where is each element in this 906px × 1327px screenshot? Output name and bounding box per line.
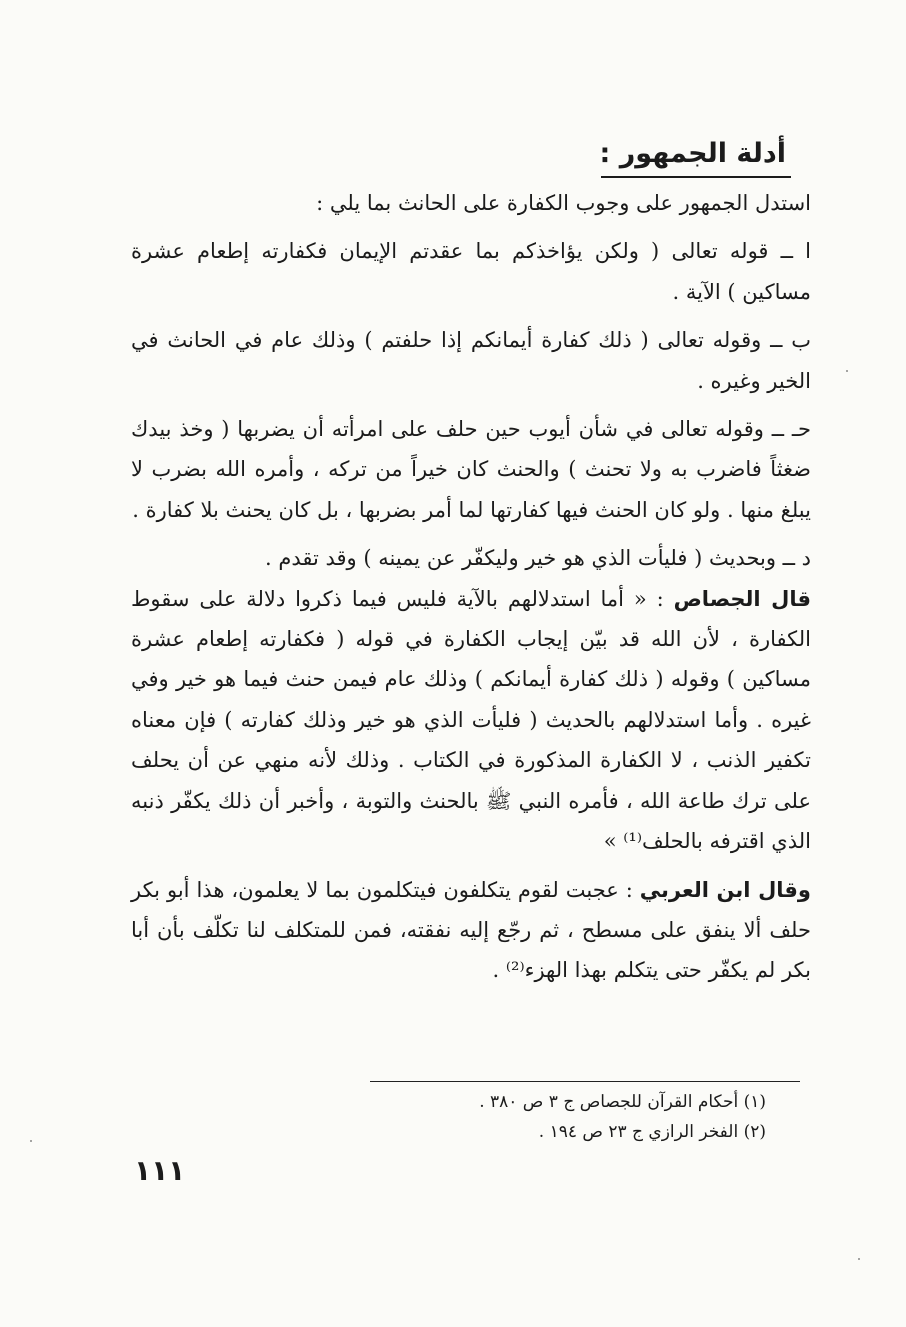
body-text: [131, 183, 811, 991]
intro-paragraph: استدل الجمهور على وجوب الكفارة على الحانث بما يلي :: [316, 191, 811, 215]
scan-speck: [846, 370, 848, 372]
page-number: ١١١: [134, 1154, 186, 1187]
ibn-arabi-speaker: وقال ابن العربي: [639, 877, 811, 902]
footnote-1: (١) أحكام القرآن للجصاص ج ٣ ص ٣٨٠ .: [479, 1092, 766, 1112]
section-heading: أدلة الجمهور :: [599, 138, 786, 169]
footnote-2: (٢) الفخر الرازي ج ٢٣ ص ١٩٤ .: [538, 1122, 766, 1142]
ibn-arabi-paragraph: [131, 870, 811, 991]
jassas-quote: : « أما استدلالهم بالآية فليس فيما ذكروا دلالة على سقوط الكفارة ، لأن الله قد بيّن إيجاب الكفارة في قوله ( فكفارته إطعام عشرة مساكين ) وقوله ( ذلك كفارة أيمانكم ) وذلك عام فيمن حنث فيما هو خير وفي غيره . وأما استدلالهم بالحديث ( فليأت الذي هو خير وذلك كفارته ) فإن معناه تكفير الذنب ، لا الكفارة المذكورة في الكتاب . وذلك لأنه منهي عن أن يحلف على ترك طاعة الله ، فأمره النبي ﷺ بالحنث والتوبة ، وأخبر أن ذلك يكفّر ذنبه الذي اقترفه بالحلف⁽¹⁾ »: [131, 586, 811, 854]
jassas-speaker: قال الجصاص: [673, 586, 811, 611]
ibn-arabi-quote: : عجبت لقوم يتكلفون فيتكلمون بما لا يعلمون، هذا أبو بكر حلف ألا ينفق على مسطح ، ثم رجّع إليه نفقته، فمن للمتكلف لنا تكلّف بأن أبا بكر لم يكفّر حتى يتكلم بهذا الهزء⁽²⁾ .: [131, 877, 811, 983]
jassas-paragraph: [131, 579, 811, 862]
evidence-item-ba: ب ــ وقوله تعالى ( ذلك كفارة أيمانكم إذا حلفتم ) وذلك عام في الحانث في الخير وغيره .: [131, 328, 811, 393]
evidence-item-jim: حـ ــ وقوله تعالى في شأن أيوب حين حلف على امرأته أن يضربها ( وخذ بيدك ضغثاً فاضرب به ولا تحنث ) والحنث كان خيراً من تركه ، وأمره الله بضرب لا يبلغ منها . ولو كان الحنث فيها كفارتها لما أمر بضربها ، بل كان يحنث بلا كفارة .: [131, 417, 811, 522]
heading-underline: [601, 176, 791, 178]
footnote-separator: [370, 1081, 800, 1082]
scan-speck: [30, 1140, 32, 1142]
evidence-item-dal: د ــ وبحديث ( فليأت الذي هو خير وليكفّر عن يمينه ) وقد تقدم .: [264, 546, 811, 571]
evidence-item-alif: ا ــ قوله تعالى ( ولكن يؤاخذكم بما عقدتم الإيمان فكفارته إطعام عشرة مساكين ) الآية .: [131, 239, 811, 304]
footnotes: [366, 1087, 766, 1147]
scan-speck: [858, 1258, 860, 1260]
